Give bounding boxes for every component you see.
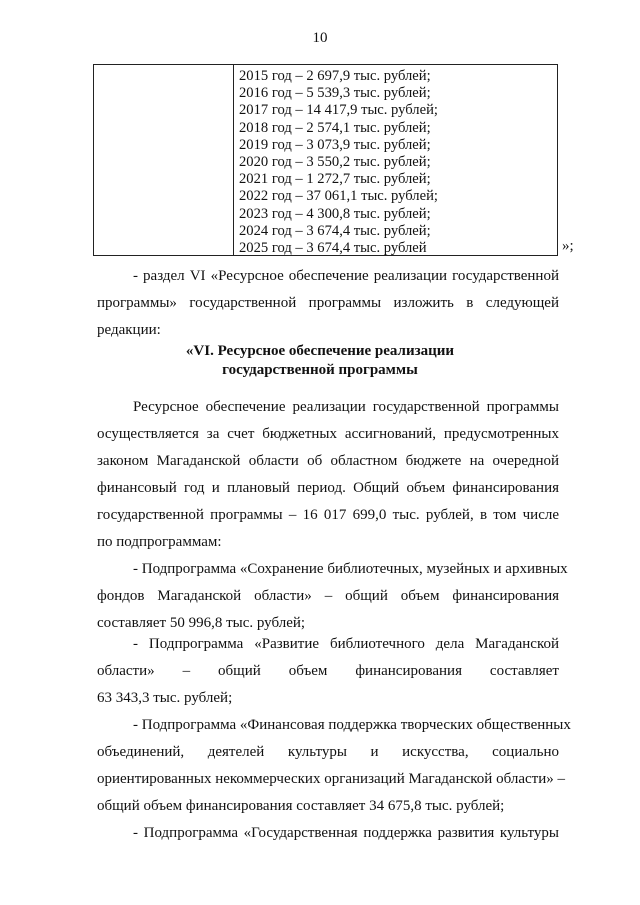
paragraph-line: - Подпрограмма «Развитие библиотечного дела Магаданской <box>133 636 559 652</box>
page-number: 10 <box>312 30 328 46</box>
paragraph-line: Ресурсное обеспечение реализации государственной программы <box>133 399 559 415</box>
section-heading-line: «VI. Ресурсное обеспечение реализации <box>185 343 455 359</box>
intro-paragraph <box>97 394 559 556</box>
paragraph-line: по подпрограммам: <box>97 534 222 550</box>
table-left-cell <box>94 65 234 255</box>
table-row: 2017 год – 14 417,9 тыс. рублей; <box>239 102 438 119</box>
paragraph-line: законом Магаданской области об областном бюджете на очередной <box>97 453 559 469</box>
paragraph-line: осуществляется за счет бюджетных ассигнований, предусмотренных <box>97 426 559 442</box>
subprogram-1-paragraph <box>97 556 568 637</box>
paragraph-line: общий объем финансирования составляет 34 675,8 тыс. рублей; <box>97 798 505 814</box>
subprogram-4-paragraph <box>97 820 559 847</box>
table-row: 2020 год – 3 550,2 тыс. рублей; <box>239 154 431 171</box>
table-row: 2023 год – 4 300,8 тыс. рублей; <box>239 205 431 222</box>
paragraph-line: объединений, деятелей культуры и искусства, социально <box>97 744 559 760</box>
paragraph-line: составляет 50 996,8 тыс. рублей; <box>97 615 306 631</box>
table-right-cell <box>234 65 557 255</box>
paragraph-line: государственной программы – 16 017 699,0 тыс. рублей, в том числе <box>97 507 559 523</box>
table-row: 2019 год – 3 073,9 тыс. рублей; <box>239 136 431 153</box>
table-row: 2015 год – 2 697,9 тыс. рублей; <box>239 68 431 84</box>
table-row: 2016 год – 5 539,3 тыс. рублей; <box>239 85 431 102</box>
paragraph-line: - раздел VI «Ресурсное обеспечение реализации государственной <box>133 268 559 284</box>
subprogram-2-paragraph <box>97 631 559 712</box>
section-heading-line: государственной программы <box>222 362 418 378</box>
closing-quote-mark: »; <box>562 238 574 254</box>
table-row: 2024 год – 3 674,4 тыс. рублей; <box>239 222 431 239</box>
paragraph-line: - Подпрограмма «Финансовая поддержка творческих общественных <box>133 717 571 733</box>
table-row: 2021 год – 1 272,7 тыс. рублей; <box>239 171 431 188</box>
financing-table <box>93 64 558 256</box>
paragraph-line: области» – общий объем финансирования составляет <box>97 663 559 679</box>
paragraph-line: редакции: <box>97 322 161 338</box>
amendment-paragraph <box>97 263 559 344</box>
table-row: 2018 год – 2 574,1 тыс. рублей; <box>239 119 431 136</box>
section-heading <box>0 342 640 380</box>
paragraph-line: фондов Магаданской области» – общий объем финансирования <box>97 588 559 604</box>
paragraph-line: - Подпрограмма «Сохранение библиотечных, музейных и архивных <box>133 561 568 577</box>
subprogram-3-paragraph <box>97 712 571 820</box>
paragraph-line: финансовый год и плановый период. Общий объем финансирования <box>97 480 559 496</box>
table-row: 2022 год – 37 061,1 тыс. рублей; <box>239 188 438 205</box>
paragraph-line: ориентированных некоммерческих организаций Магаданской области» – <box>97 771 565 787</box>
paragraph-line: 63 343,3 тыс. рублей; <box>97 690 233 706</box>
paragraph-line: программы» государственной программы изложить в следующей <box>97 295 559 311</box>
paragraph-line: - Подпрограмма «Государственная поддержка развития культуры <box>133 825 559 841</box>
table-row: 2025 год – 3 674,4 тыс. рублей <box>239 240 427 257</box>
